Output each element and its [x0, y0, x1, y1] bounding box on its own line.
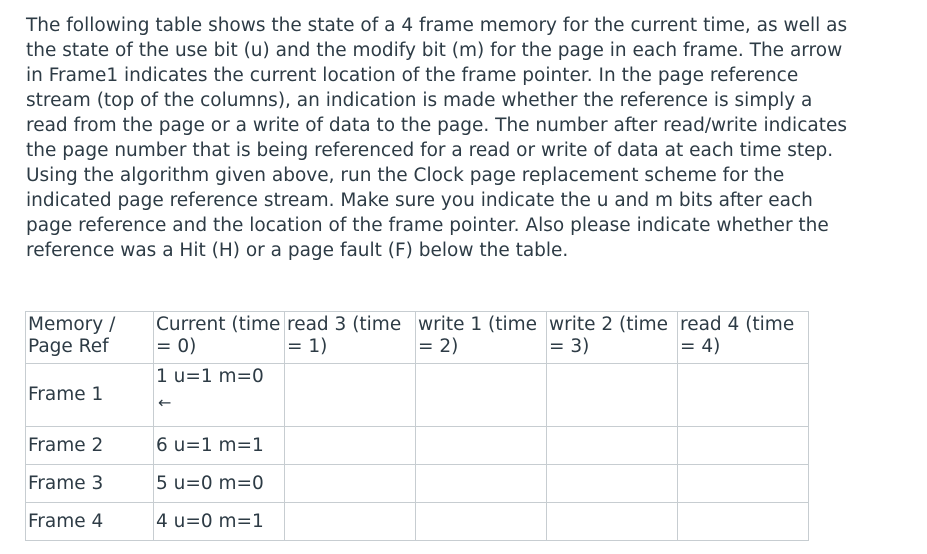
frame-2-time-1-cell[interactable]: [285, 427, 416, 465]
frame-pointer-arrow-icon: ←: [158, 393, 172, 412]
frame-2-time-3-cell[interactable]: [547, 427, 678, 465]
frame-1-current-cell: [154, 364, 285, 427]
row-label-frame-1: Frame 1: [26, 364, 154, 427]
frame-4-time-1-cell[interactable]: [285, 503, 416, 541]
column-header-time-1: read 3 (time = 1): [285, 312, 416, 364]
frame-2-current-cell: 6 u=1 m=1: [154, 427, 285, 465]
frame-2-time-4-cell[interactable]: [678, 427, 809, 465]
frame-3-time-3-cell[interactable]: [547, 465, 678, 503]
frame-1-current-value: 1 u=1 m=0: [156, 366, 264, 387]
column-header-time-3: write 2 (time = 3): [547, 312, 678, 364]
frame-4-time-3-cell[interactable]: [547, 503, 678, 541]
frame-3-time-2-cell[interactable]: [416, 465, 547, 503]
column-header-time-4: read 4 (time = 4): [678, 312, 809, 364]
frame-3-current-cell: 5 u=0 m=0: [154, 465, 285, 503]
frame-4-current-cell: 4 u=0 m=1: [154, 503, 285, 541]
question-text: The following table shows the state of a 4 frame memory for the current time, as well as the state of the use bit (u) and the modify bit (m) for the page in each frame. The arrow in Frame1 indicates the current location of the frame pointer. In the page reference stream (top of the columns), an indication is made whether the reference is simply a read from the page or a write of data to the page. The number after read/write indicates the page number that is being referenced for a read or write of data at each time step. Using the algorithm given above, run the Clock page replacement scheme for the indicated page reference stream. Make sure you indicate the u and m bits after each page reference and the location of the frame pointer. Also please indicate whether the reference was a Hit (H) or a page fault (F) below the table.: [26, 15, 848, 261]
memory-state-table: [25, 311, 809, 541]
column-header-current: Current (time = 0): [154, 312, 285, 364]
row-label-frame-4: Frame 4: [26, 503, 154, 541]
frame-3-time-1-cell[interactable]: [285, 465, 416, 503]
row-label-frame-3: Frame 3: [26, 465, 154, 503]
table-row: [26, 364, 809, 427]
frame-1-time-4-cell[interactable]: [678, 364, 809, 427]
frame-1-time-3-cell[interactable]: [547, 364, 678, 427]
frame-2-time-2-cell[interactable]: [416, 427, 547, 465]
frame-4-time-4-cell[interactable]: [678, 503, 809, 541]
frame-1-time-1-cell[interactable]: [285, 364, 416, 427]
corner-header-cell: Memory / Page Ref: [26, 312, 154, 364]
table-header-row: [26, 312, 809, 364]
frame-3-time-4-cell[interactable]: [678, 465, 809, 503]
column-header-time-2: write 1 (time = 2): [416, 312, 547, 364]
frame-4-time-2-cell[interactable]: [416, 503, 547, 541]
row-label-frame-2: Frame 2: [26, 427, 154, 465]
table-row: [26, 427, 809, 465]
frame-1-time-2-cell[interactable]: [416, 364, 547, 427]
table-row: [26, 503, 809, 541]
table-row: [26, 465, 809, 503]
